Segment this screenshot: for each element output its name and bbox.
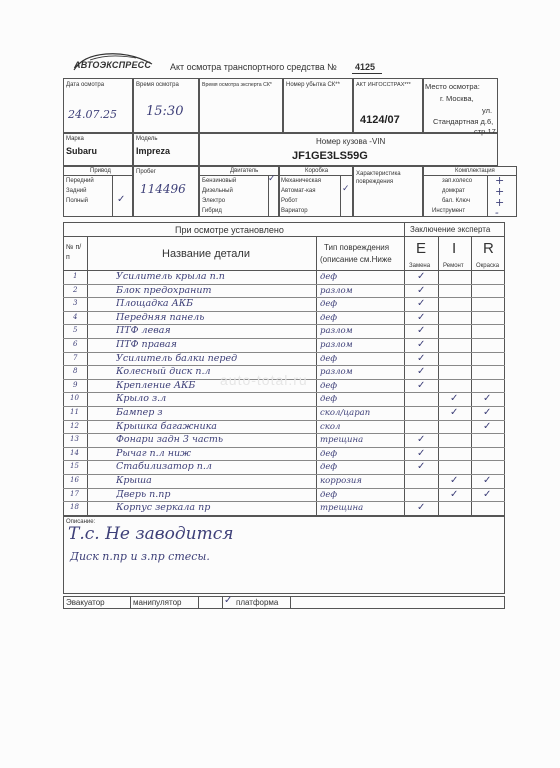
gearbox-title: Коробка [305,168,329,174]
inspection-place-label: Место осмотра: [425,82,480,91]
row-part-name: Крепление АКБ [116,379,196,391]
row-part-name: Бампер з [116,407,163,418]
gearbox-option: Вариатор [281,208,308,214]
row-repair-mark: ✓ [450,475,459,486]
row-damage-type: деф [320,448,338,459]
inspection-place-line: ул. [482,106,493,115]
row-number: 16 [70,476,79,484]
description-label: Описание: [66,519,96,525]
drive-divider [63,175,133,176]
row-number: 10 [70,394,79,403]
row-replace-mark: ✓ [417,502,426,514]
model-value: Impreza [136,146,171,156]
row-number: 15 [70,462,79,471]
document-title: Акт осмотра транспортного средства № [170,62,337,72]
row-replace-mark: ✓ [417,298,426,310]
row-damage-type: разлом [320,340,353,350]
equipment-item: бал. Ключ [442,198,470,204]
engine-petrol-checkmark: ✓ [268,174,276,184]
damage-characteristic-label: повреждения [356,179,394,185]
col-r-subheader: Окраска [476,263,500,269]
gearbox-option: Автомат-кая [281,188,316,194]
drive-all-checkmark: ✓ [117,194,126,205]
equipment-item: зап.колесо [442,178,473,184]
row-damage-type: деф [320,353,338,364]
row-damage-type: трещина [320,435,364,446]
row-damage-type: трещина [320,503,364,514]
row-part-name: Фонари задн 3 часть [116,434,224,446]
col-i-subheader: Ремонт [443,263,464,269]
row-damage-type: разлом [320,285,353,296]
row-part-name: Стабилизатор п.л [116,461,212,473]
row-number: 12 [70,421,79,430]
inspection-date-value: 24.07.25 [68,108,117,121]
row-damage-type: скол [320,421,341,432]
expert-header: Заключение эксперта [410,225,491,234]
row-part-name: Усилитель балки перед [116,352,238,364]
row-number: 5 [73,326,78,335]
make-value: Subaru [66,146,98,156]
watermark-text: auto-total.ru [220,372,308,388]
row-damage-type: разлом [320,326,353,337]
document-number: 4125 [355,62,376,72]
footer-divider [130,596,131,609]
platform-label: платформа [236,598,279,607]
model-label: Модель [136,136,158,142]
evacuator-label: Эвакуатор [66,598,105,607]
row-replace-mark: ✓ [417,366,426,378]
manipulator-label: манипулятор [133,598,182,607]
footer-divider [198,596,199,609]
row-replace-mark: ✓ [417,311,426,323]
mileage-value: 114496 [140,182,186,196]
drive-option-front: Передний [66,178,94,184]
row-part-name: Блок предохранит [116,284,212,296]
col-r-header: R [483,240,494,257]
equipment-mark: + [495,196,505,209]
col-damage-subheader: (описание см.Ниже [320,255,392,264]
logo-text: АВТОЭКСПРЕСС [74,60,152,70]
equipment-mark: + [495,174,505,187]
row-number: 6 [73,340,78,348]
equipment-item: домкрат [442,188,465,194]
row-replace-mark: ✓ [417,271,426,282]
row-part-name: ПТФ левая [116,325,171,337]
engine-option: Бензиновый [202,178,237,184]
found-header: При осмотре установлено [175,225,284,235]
row-paint-mark: ✓ [483,407,492,418]
row-replace-mark: ✓ [417,434,426,446]
row-part-name: Рычаг п.л ниж [116,447,191,459]
engine-option: Дизельный [202,188,233,194]
row-replace-mark: ✓ [417,461,426,473]
inspection-place-line: г. Москва, [440,94,474,103]
footer-divider [290,596,291,609]
row-number: 2 [73,285,78,294]
row-damage-type: деф [320,394,338,405]
inspection-time-value: 15:30 [146,104,184,119]
row-number: 4 [73,312,78,321]
row-part-name: ПТФ правая [116,339,177,350]
loss-number-label: Номер убытка СК** [286,82,340,88]
document-number-underline [352,73,382,74]
row-damage-type: деф [320,489,338,500]
col-e-header: E [416,240,427,257]
row-number: 7 [73,353,78,362]
engine-option: Гибрид [202,208,222,214]
damage-characteristic-label: Характеристика [356,171,401,177]
vin-value: JF1GE3LS59G [292,150,368,162]
equipment-mark: - [495,206,499,219]
inspection-date-label: Дата осмотра [66,82,105,88]
gearbox-auto-checkmark: ✓ [342,184,350,194]
row-paint-mark: ✓ [483,393,492,405]
row-damage-type: деф [320,462,338,473]
drive-checkbox-column [112,175,113,217]
inspection-place-line: стр.17 [474,127,496,136]
vin-label: Номер кузова -VIN [316,137,386,146]
drive-title: Привод [90,168,111,174]
engine-divider [199,175,279,176]
row-repair-mark: ✓ [450,393,459,405]
row-replace-mark: ✓ [417,325,426,337]
row-number: 18 [70,503,79,512]
make-label: Марка [66,136,84,142]
expert-time-label: Время осмотра эксперта СК* [202,82,272,88]
row-part-name: Колесный диск п.л [116,366,211,378]
description-line-1: Т.с. Не заводится [68,524,234,544]
row-damage-type: коррозия [320,476,362,486]
row-replace-mark: ✓ [417,447,426,459]
description-line-2: Диск п.пр и з.пр стесы. [70,550,210,563]
col-damage-header: Тип повреждения [324,243,390,252]
drive-option-all: Полный [66,198,88,204]
col-part-header: Название детали [162,248,250,260]
row-part-name: Площадка АКБ [116,298,194,310]
row-part-name: Усилитель крыла п.п [116,271,225,282]
equipment-mark: + [495,185,505,198]
row-damage-type: деф [320,272,338,282]
equipment-title: Комплектация [455,168,495,174]
footer-divider [222,596,223,609]
row-damage-type: деф [320,380,338,391]
row-number: 9 [73,380,78,389]
row-number: 13 [70,435,79,444]
ingosstrakh-label: АКТ ИНГОССТРАХ*** [356,82,411,88]
equipment-item: Инструмент [432,208,466,214]
row-number: 17 [70,489,79,498]
gearbox-option: Механическая [281,178,322,184]
equipment-mark-column [487,175,488,217]
row-number: 1 [73,272,78,280]
row-replace-mark: ✓ [417,339,426,350]
platform-checkmark: ✓ [224,595,233,606]
ingosstrakh-value: 4124/07 [360,114,400,126]
engine-title: Двигатель [230,168,259,174]
row-number: 3 [73,299,78,308]
col-e-subheader: Замена [409,263,431,269]
col-num-header: № п/п [66,244,82,261]
row-paint-mark: ✓ [483,488,492,500]
row-repair-mark: ✓ [450,407,459,418]
gearbox-option: Робот [281,198,298,204]
row-paint-mark: ✓ [483,475,492,486]
mileage-label: Пробег [136,169,156,175]
row-paint-mark: ✓ [483,420,492,432]
row-part-name: Крышка багажника [116,420,217,432]
row-replace-mark: ✓ [417,379,426,391]
row-part-name: Корпус зеркала пр [116,502,211,514]
col-i-header: I [452,240,457,257]
row-part-name: Передняя панель [116,311,205,323]
col-divider-damage [404,222,405,516]
row-repair-mark: ✓ [450,488,459,500]
row-number: 14 [70,448,79,457]
row-part-name: Дверь п.пр [116,488,171,500]
row-part-name: Крыша [116,475,152,486]
row-damage-type: разлом [320,367,353,378]
row-damage-type: деф [320,312,338,323]
row-number: 11 [70,408,79,416]
inspection-place-line: Стандартная д.6, [433,117,494,126]
row-replace-mark: ✓ [417,352,426,364]
row-part-name: Крыло з.л [116,393,167,405]
row-damage-type: деф [320,299,338,310]
row-replace-mark: ✓ [417,284,426,296]
row-damage-type: скол/царап [320,408,371,418]
inspection-time-label: Время осмотра [136,82,179,88]
drive-option-rear: Задний [66,188,87,194]
gearbox-divider [279,175,353,176]
row-number: 8 [73,367,78,376]
engine-option: Электро [202,198,226,204]
gearbox-checkbox-column [340,175,341,217]
